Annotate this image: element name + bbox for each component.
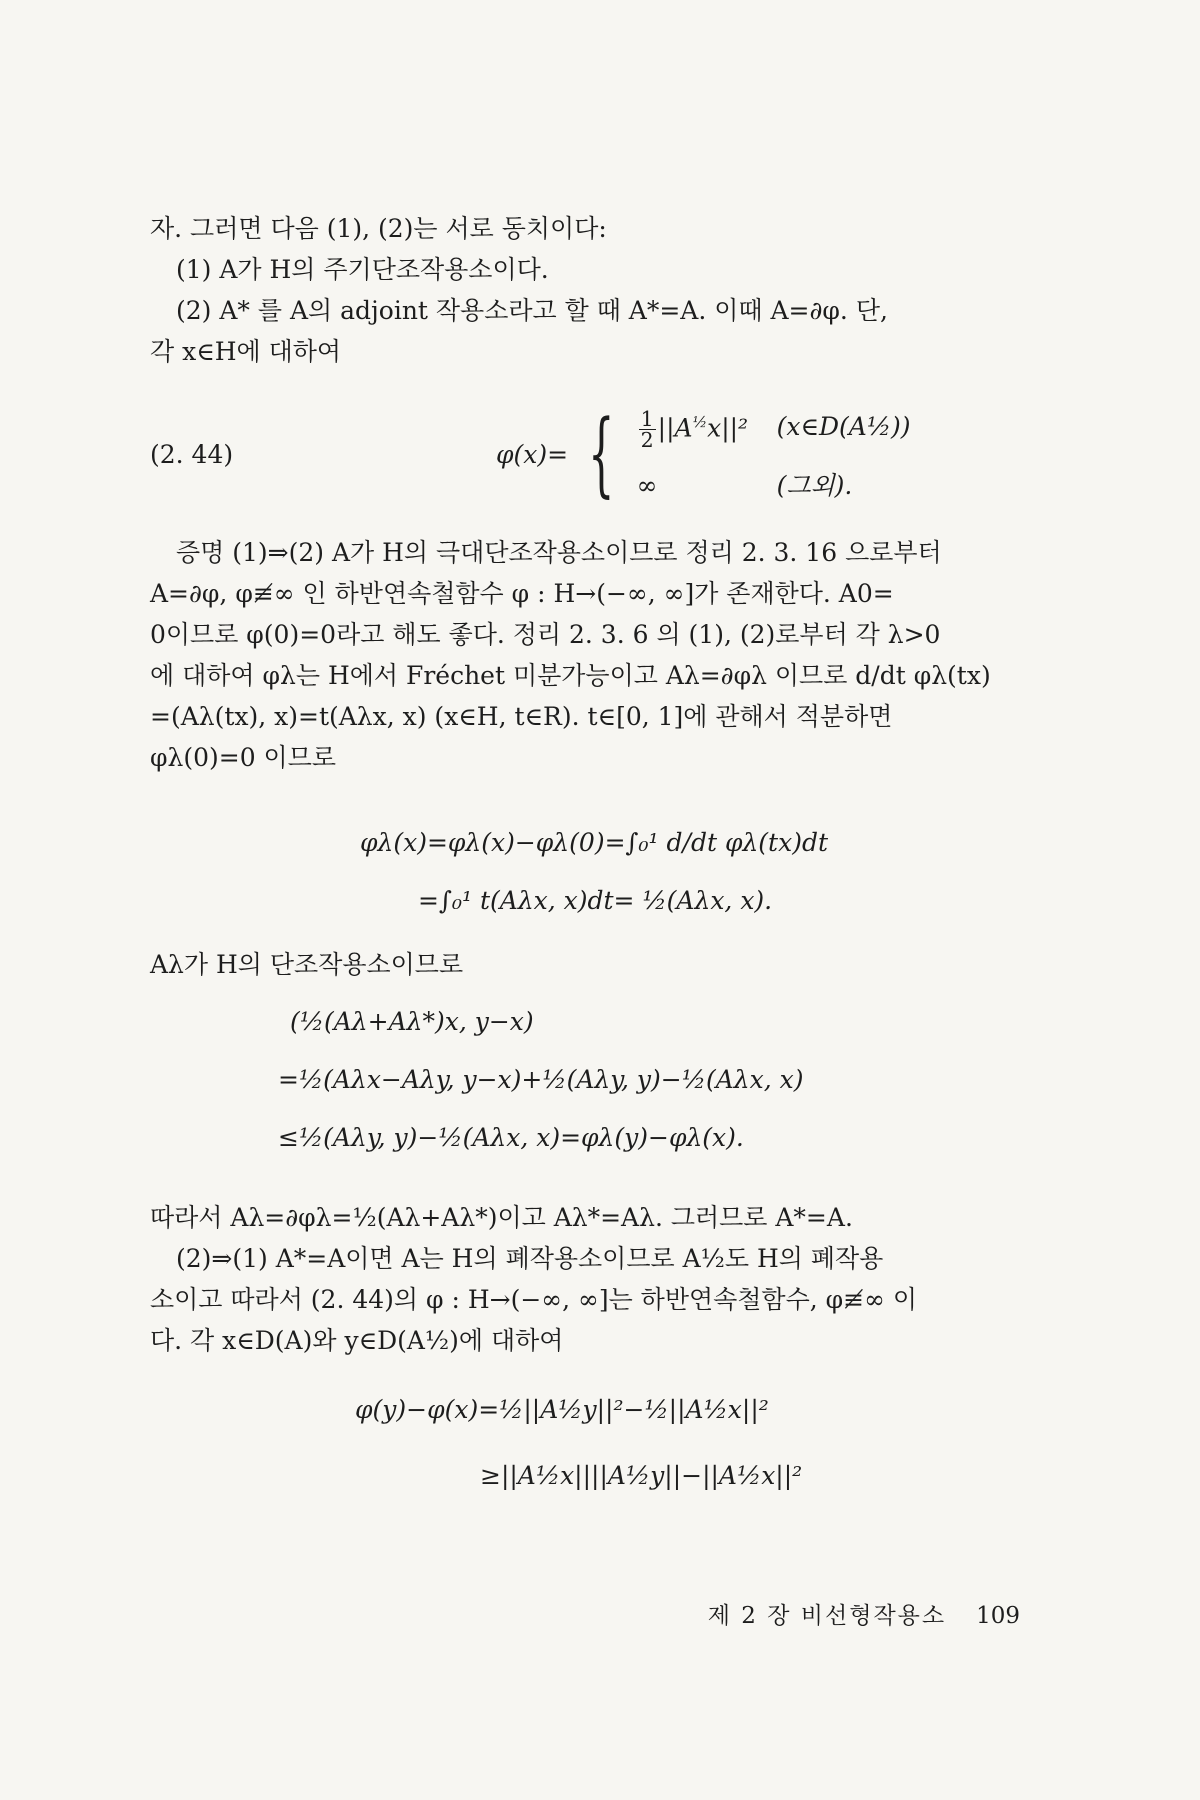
case-2-condition: (그외). bbox=[776, 470, 853, 500]
chapter-title: 제 2 장 비선형작용소 bbox=[707, 1603, 947, 1629]
display-equation-6: φ(y)−φ(x)=½||A½y||²−½||A½x||² bbox=[355, 1395, 769, 1424]
display-equation-2: =∫₀¹ t(Aλx, x)dt= ½(Aλx, x). bbox=[418, 886, 773, 915]
proof-line-4: 에 대하여 φλ는 H에서 Fréchet 미분가능이고 Aλ=∂φλ 이므로 d/dt φλ(tx) bbox=[150, 661, 991, 690]
proof-line-5: =(Aλ(tx), x)=t(Aλx, x) (x∈H, t∈R). t∈[0, 1]에 관해서 적분하면 bbox=[150, 702, 893, 731]
equation-2-44 bbox=[150, 400, 1050, 507]
text-line-1: 자. 그러면 다음 (1), (2)는 서로 동치이다: bbox=[150, 214, 607, 243]
case-2-expression: ∞ bbox=[636, 470, 658, 500]
equation-case-2 bbox=[637, 465, 911, 506]
text-line-4: 각 x∈H에 대하여 bbox=[150, 337, 342, 366]
proof-line-8: 따라서 Aλ=∂φλ=½(Aλ+Aλ*)이고 Aλ*=Aλ. 그러므로 A*=A. bbox=[150, 1203, 853, 1232]
case-1-expression: $\frac{1}{2}$ $||A^{\frac{1}{2}}x||^2$ bbox=[640, 406, 749, 453]
page-footer bbox=[708, 1596, 1020, 1637]
equation-cases bbox=[637, 402, 911, 506]
proof-line-3: 0이므로 φ(0)=0라고 해도 좋다. 정리 2. 3. 6 의 (1), (2)로부터 각 λ>0 bbox=[150, 620, 941, 649]
proof-line-2: A=∂φ, φ≢∞ 인 하반연속철함수 φ : H→(−∞, ∞]가 존재한다. A0= bbox=[150, 579, 894, 608]
display-equation-7: ≥||A½x||||A½y||−||A½x||² bbox=[480, 1461, 803, 1490]
condition-1: (1) A가 H의 주기단조작용소이다. bbox=[176, 255, 549, 284]
proof-line-1: 증명 (1)⇒(2) A가 H의 극대단조작용소이므로 정리 2. 3. 16 으로부터 bbox=[176, 538, 942, 567]
left-brace: { bbox=[588, 400, 615, 507]
proof-line-11: 다. 각 x∈D(A)와 y∈D(A½)에 대하여 bbox=[150, 1326, 564, 1355]
proof-line-10: 소이고 따라서 (2. 44)의 φ : H→(−∞, ∞]는 하반연속철함수, φ≢∞ 이 bbox=[150, 1285, 917, 1314]
proof-line-9: (2)⇒(1) A*=A이면 A는 H의 폐작용소이므로 A½도 H의 폐작용 bbox=[176, 1244, 884, 1273]
display-equation-4: =½(Aλx−Aλy, y−x)+½(Aλy, y)−½(Aλx, x) bbox=[278, 1065, 804, 1094]
proof-line-6: φλ(0)=0 이므로 bbox=[150, 743, 337, 772]
equation-number: (2. 44) bbox=[150, 439, 234, 469]
fraction-half: $\frac{1}{2}$ bbox=[640, 406, 654, 453]
display-equation-5: ≤½(Aλy, y)−½(Aλx, x)=φλ(y)−φλ(x). bbox=[278, 1123, 744, 1152]
proof-line-7: Aλ가 H의 단조작용소이므로 bbox=[150, 950, 464, 979]
page-number: 109 bbox=[976, 1603, 1020, 1629]
display-equation-3: (½(Aλ+Aλ*)x, y−x) bbox=[290, 1007, 534, 1036]
equation-case-1 bbox=[637, 402, 911, 451]
condition-2: (2) A* 를 A의 adjoint 작용소라고 할 때 A*=A. 이때 A=∂φ. 단, bbox=[176, 296, 888, 325]
case-1-condition: (x∈D(A½)) bbox=[776, 412, 911, 441]
equation-lhs: φ(x)= bbox=[496, 439, 569, 469]
display-equation-1: φλ(x)=φλ(x)−φλ(0)=∫₀¹ d/dt φλ(tx)dt bbox=[360, 828, 829, 857]
